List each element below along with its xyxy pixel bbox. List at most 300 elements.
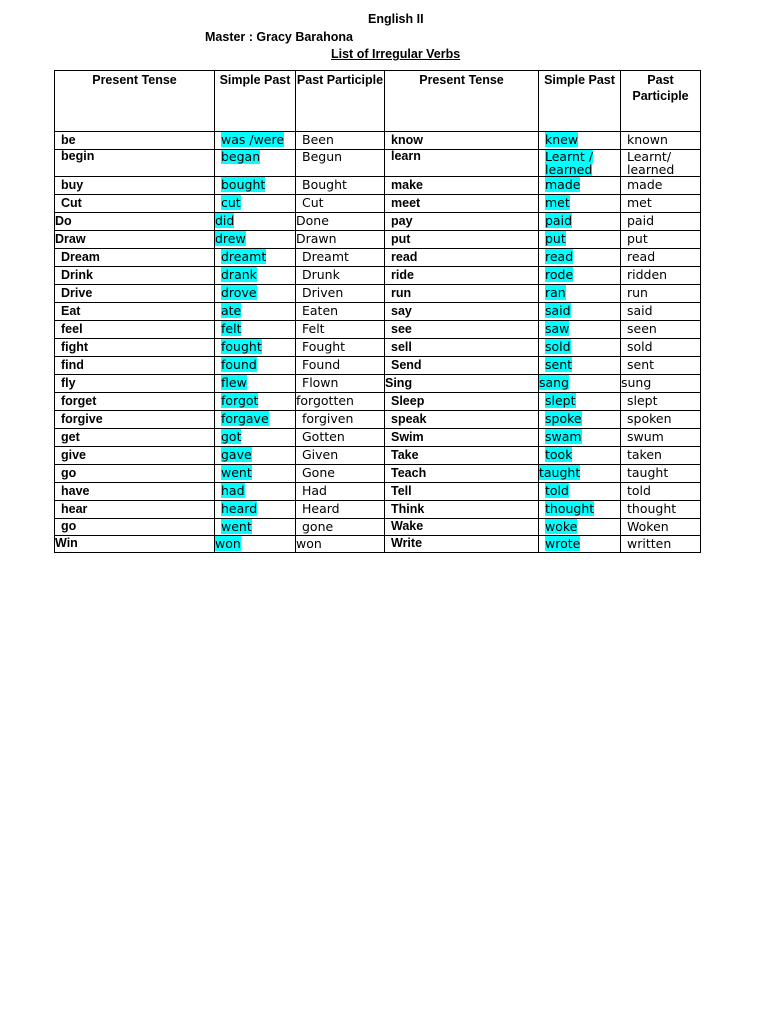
verb-text: Sleep (391, 394, 425, 408)
highlighted-verb: sang (539, 375, 570, 390)
simple-past-cell (539, 375, 621, 393)
simple-past-cell (215, 339, 296, 357)
present-tense-cell (385, 357, 539, 375)
highlighted-verb: flew (221, 375, 247, 390)
present-tense-cell (55, 483, 215, 501)
verb-text: Learnt/ learned (627, 149, 675, 177)
table-header-row (55, 71, 701, 132)
past-participle-cell (621, 411, 701, 429)
past-participle-cell (296, 519, 385, 536)
simple-past-cell (215, 536, 296, 553)
simple-past-cell (215, 267, 296, 285)
highlighted-verb: sold (545, 339, 571, 354)
verb-text: taken (627, 447, 662, 462)
verb-text: Win (55, 536, 78, 550)
present-tense-cell (385, 375, 539, 393)
past-participle-cell (621, 393, 701, 411)
verb-text: Tell (391, 484, 412, 498)
verb-text: made (627, 177, 663, 192)
simple-past-cell (215, 447, 296, 465)
verb-text: see (391, 322, 412, 336)
verb-text: run (391, 286, 412, 300)
table-row (55, 483, 701, 501)
simple-past-cell (215, 285, 296, 303)
present-tense-cell (385, 429, 539, 447)
present-tense-cell (55, 339, 215, 357)
present-tense-cell (385, 465, 539, 483)
verb-text: sent (627, 357, 655, 372)
present-tense-cell (55, 267, 215, 285)
table-row (55, 285, 701, 303)
table-row (55, 303, 701, 321)
verb-text: read (391, 250, 418, 264)
highlighted-verb: told (545, 483, 569, 498)
simple-past-cell (539, 249, 621, 267)
past-participle-cell (296, 465, 385, 483)
past-participle-cell (621, 177, 701, 195)
highlighted-verb: thought (545, 501, 595, 516)
present-tense-cell (385, 411, 539, 429)
verb-text: Been (302, 132, 334, 147)
past-participle-cell (296, 213, 385, 231)
simple-past-cell (215, 249, 296, 267)
present-tense-cell (55, 249, 215, 267)
past-participle-cell (621, 249, 701, 267)
column-header-present-tense: Present Tense (385, 71, 539, 132)
past-participle-cell (621, 375, 701, 393)
verb-text: won (296, 536, 322, 551)
past-participle-cell (621, 357, 701, 375)
verb-text: Gone (302, 465, 335, 480)
simple-past-cell (215, 393, 296, 411)
present-tense-cell (385, 177, 539, 195)
past-participle-cell (621, 536, 701, 553)
highlighted-verb: ran (545, 285, 566, 300)
verb-text: fly (61, 376, 76, 390)
verb-text: be (61, 133, 76, 147)
highlighted-verb: gave (221, 447, 252, 462)
highlighted-verb: drank (221, 267, 257, 282)
simple-past-cell (539, 177, 621, 195)
simple-past-cell (215, 231, 296, 249)
simple-past-cell (215, 375, 296, 393)
simple-past-cell (215, 519, 296, 536)
highlighted-verb: fought (221, 339, 262, 354)
column-header-present-tense: Present Tense (55, 71, 215, 132)
simple-past-cell (215, 501, 296, 519)
present-tense-cell (385, 267, 539, 285)
verb-text: Send (391, 358, 422, 372)
verb-text: swum (627, 429, 664, 444)
past-participle-cell (296, 132, 385, 150)
simple-past-cell (215, 321, 296, 339)
verb-text: ridden (627, 267, 668, 282)
verb-text: say (391, 304, 412, 318)
highlighted-verb: felt (221, 321, 242, 336)
verb-text: Heard (302, 501, 340, 516)
present-tense-cell (55, 231, 215, 249)
table-row (55, 195, 701, 213)
table-row (55, 447, 701, 465)
simple-past-cell (215, 429, 296, 447)
table-row (55, 519, 701, 536)
highlighted-verb: forgave (221, 411, 269, 426)
verb-text: sold (627, 339, 653, 354)
past-participle-cell (296, 303, 385, 321)
verb-text: Think (391, 502, 425, 516)
simple-past-cell (215, 177, 296, 195)
verb-text: Bought (302, 177, 347, 192)
past-participle-cell (621, 429, 701, 447)
simple-past-cell (539, 411, 621, 429)
simple-past-cell (539, 536, 621, 553)
simple-past-cell (539, 231, 621, 249)
list-title: List of Irregular Verbs (331, 47, 461, 61)
past-participle-cell (621, 501, 701, 519)
verb-text: paid (627, 213, 655, 228)
highlighted-verb: swam (545, 429, 582, 444)
present-tense-cell (385, 536, 539, 553)
highlighted-verb: made (545, 177, 581, 192)
highlighted-verb: spoke (545, 411, 582, 426)
present-tense-cell (55, 536, 215, 553)
highlighted-verb: heard (221, 501, 258, 516)
highlighted-verb: woke (545, 519, 578, 534)
table-row (55, 321, 701, 339)
highlighted-verb: went (221, 465, 252, 480)
table-row (55, 177, 701, 195)
present-tense-cell (55, 465, 215, 483)
simple-past-cell (539, 339, 621, 357)
simple-past-cell (539, 519, 621, 536)
simple-past-cell (539, 285, 621, 303)
verb-text: make (391, 178, 423, 192)
table-row (55, 231, 701, 249)
verb-text: Flown (302, 375, 339, 390)
verb-text: known (627, 132, 668, 147)
past-participle-cell (621, 150, 701, 177)
verb-text: Fought (302, 339, 346, 354)
highlighted-verb: Learnt / learned (545, 149, 594, 177)
present-tense-cell (55, 429, 215, 447)
verb-text: forgotten (296, 393, 354, 408)
column-header-past-participle: Past Participle (621, 71, 701, 132)
table-row (55, 357, 701, 375)
verb-text: read (627, 249, 656, 264)
present-tense-cell (55, 447, 215, 465)
past-participle-cell (621, 285, 701, 303)
past-participle-cell (296, 177, 385, 195)
past-participle-cell (621, 267, 701, 285)
irregular-verbs-table (54, 70, 701, 553)
past-participle-cell (621, 213, 701, 231)
simple-past-cell (215, 465, 296, 483)
table-row (55, 375, 701, 393)
highlighted-verb: had (221, 483, 245, 498)
table-row (55, 536, 701, 553)
past-participle-cell (296, 429, 385, 447)
highlighted-verb: slept (545, 393, 576, 408)
verb-text: Take (391, 448, 419, 462)
table-row (55, 465, 701, 483)
present-tense-cell (385, 447, 539, 465)
present-tense-cell (385, 519, 539, 536)
highlighted-verb: cut (221, 195, 241, 210)
verb-text: know (391, 133, 423, 147)
table-row (55, 249, 701, 267)
present-tense-cell (55, 177, 215, 195)
past-participle-cell (296, 393, 385, 411)
verb-text: meet (391, 196, 421, 210)
verb-text: Sing (385, 376, 413, 390)
present-tense-cell (385, 393, 539, 411)
verb-text: Woken (627, 519, 669, 534)
highlighted-verb: ate (221, 303, 242, 318)
present-tense-cell (55, 150, 215, 177)
present-tense-cell (55, 303, 215, 321)
verb-text: fight (61, 340, 89, 354)
verb-text: pay (391, 214, 413, 228)
verb-text: Cut (61, 196, 82, 210)
present-tense-cell (385, 285, 539, 303)
verb-text: told (627, 483, 651, 498)
present-tense-cell (55, 195, 215, 213)
simple-past-cell (539, 393, 621, 411)
verb-text: Done (296, 213, 329, 228)
simple-past-cell (215, 213, 296, 231)
verb-text: buy (61, 178, 84, 192)
present-tense-cell (55, 132, 215, 150)
verb-text: Dreamt (302, 249, 349, 264)
present-tense-cell (385, 483, 539, 501)
verb-text: hear (61, 502, 88, 516)
present-tense-cell (55, 411, 215, 429)
master-name: Master : Gracy Barahona (205, 30, 353, 44)
highlighted-verb: put (545, 231, 566, 246)
past-participle-cell (296, 447, 385, 465)
past-participle-cell (296, 411, 385, 429)
past-participle-cell (296, 483, 385, 501)
verb-text: Teach (391, 466, 427, 480)
table-row (55, 411, 701, 429)
table-row (55, 267, 701, 285)
present-tense-cell (385, 303, 539, 321)
simple-past-cell (215, 303, 296, 321)
simple-past-cell (539, 501, 621, 519)
table-row (55, 339, 701, 357)
past-participle-cell (621, 321, 701, 339)
highlighted-verb: rode (545, 267, 574, 282)
table-row (55, 501, 701, 519)
highlighted-verb: said (545, 303, 571, 318)
highlighted-verb: got (221, 429, 242, 444)
simple-past-cell (539, 321, 621, 339)
table-row (55, 132, 701, 150)
present-tense-cell (55, 501, 215, 519)
verb-text: have (61, 484, 90, 498)
past-participle-cell (621, 195, 701, 213)
verb-text: Draw (55, 232, 86, 246)
verb-text: Given (302, 447, 339, 462)
simple-past-cell (539, 447, 621, 465)
simple-past-cell (215, 483, 296, 501)
past-participle-cell (296, 501, 385, 519)
verb-text: find (61, 358, 84, 372)
simple-past-cell (539, 465, 621, 483)
verb-text: feel (61, 322, 83, 336)
verb-text: run (627, 285, 648, 300)
present-tense-cell (55, 357, 215, 375)
simple-past-cell (215, 411, 296, 429)
simple-past-cell (539, 303, 621, 321)
verb-text: slept (627, 393, 658, 408)
verb-text: written (627, 536, 672, 551)
verb-text: Wake (391, 519, 424, 533)
past-participle-cell (296, 249, 385, 267)
verb-text: sung (621, 375, 652, 390)
simple-past-cell (539, 150, 621, 177)
past-participle-cell (296, 339, 385, 357)
simple-past-cell (215, 150, 296, 177)
past-participle-cell (296, 231, 385, 249)
past-participle-cell (621, 465, 701, 483)
highlighted-verb: took (545, 447, 573, 462)
verb-text: Driven (302, 285, 344, 300)
column-header-simple-past: Simple Past (539, 71, 621, 132)
highlighted-verb: forgot (221, 393, 259, 408)
simple-past-cell (539, 483, 621, 501)
verb-text: met (627, 195, 652, 210)
verb-text: taught (627, 465, 669, 480)
past-participle-cell (296, 150, 385, 177)
present-tense-cell (55, 213, 215, 231)
past-participle-cell (296, 357, 385, 375)
past-participle-cell (621, 519, 701, 536)
past-participle-cell (296, 375, 385, 393)
column-header-simple-past: Simple Past (215, 71, 296, 132)
verb-text: Had (302, 483, 327, 498)
past-participle-cell (621, 303, 701, 321)
simple-past-cell (215, 195, 296, 213)
highlighted-verb: knew (545, 132, 579, 147)
verb-text: give (61, 448, 87, 462)
past-participle-cell (621, 483, 701, 501)
verb-text: begin (61, 149, 95, 163)
highlighted-verb: found (221, 357, 257, 372)
present-tense-cell (385, 150, 539, 177)
present-tense-cell (55, 519, 215, 536)
simple-past-cell (539, 195, 621, 213)
highlighted-verb: saw (545, 321, 570, 336)
verb-text: Drink (61, 268, 93, 282)
verb-text: thought (627, 501, 677, 516)
simple-past-cell (539, 357, 621, 375)
verb-text: gone (302, 519, 334, 534)
present-tense-cell (55, 375, 215, 393)
verb-text: Begun (302, 149, 343, 164)
verb-text: forget (61, 394, 97, 408)
highlighted-verb: wrote (545, 536, 581, 551)
verb-text: forgive (61, 412, 103, 426)
verb-text: sell (391, 340, 412, 354)
present-tense-cell (55, 285, 215, 303)
simple-past-cell (539, 267, 621, 285)
verb-text: seen (627, 321, 657, 336)
verb-text: Eaten (302, 303, 339, 318)
verb-text: Drunk (302, 267, 340, 282)
verb-text: Felt (302, 321, 325, 336)
table-row (55, 393, 701, 411)
highlighted-verb: read (545, 249, 574, 264)
verb-text: Drive (61, 286, 93, 300)
past-participle-cell (621, 231, 701, 249)
column-header-past-participle: Past Participle (296, 71, 385, 132)
verb-text: Eat (61, 304, 81, 318)
highlighted-verb: sent (545, 357, 573, 372)
verb-text: ride (391, 268, 414, 282)
verb-text: Do (55, 214, 72, 228)
highlighted-verb: was /were (221, 132, 285, 147)
table-row (55, 150, 701, 177)
verb-text: go (61, 519, 77, 533)
highlighted-verb: won (215, 536, 241, 551)
highlighted-verb: drove (221, 285, 257, 300)
verb-text: Gotten (302, 429, 345, 444)
present-tense-cell (55, 321, 215, 339)
verb-text: said (627, 303, 653, 318)
past-participle-cell (296, 195, 385, 213)
highlighted-verb: taught (539, 465, 581, 480)
verb-text: Write (391, 536, 423, 550)
present-tense-cell (385, 213, 539, 231)
highlighted-verb: paid (545, 213, 573, 228)
present-tense-cell (385, 321, 539, 339)
table-row (55, 213, 701, 231)
present-tense-cell (385, 132, 539, 150)
present-tense-cell (55, 393, 215, 411)
present-tense-cell (385, 249, 539, 267)
table-body (55, 132, 701, 553)
past-participle-cell (296, 321, 385, 339)
table-row (55, 429, 701, 447)
past-participle-cell (296, 536, 385, 553)
simple-past-cell (539, 429, 621, 447)
highlighted-verb: did (215, 213, 235, 228)
simple-past-cell (215, 357, 296, 375)
verb-text: Dream (61, 250, 100, 264)
highlighted-verb: began (221, 149, 261, 164)
present-tense-cell (385, 339, 539, 357)
past-participle-cell (621, 339, 701, 357)
highlighted-verb: dreamt (221, 249, 267, 264)
simple-past-cell (539, 213, 621, 231)
present-tense-cell (385, 501, 539, 519)
verb-text: learn (391, 149, 421, 163)
verb-text: forgiven (302, 411, 354, 426)
present-tense-cell (385, 231, 539, 249)
highlighted-verb: went (221, 519, 252, 534)
past-participle-cell (296, 285, 385, 303)
past-participle-cell (621, 447, 701, 465)
verb-text: Found (302, 357, 341, 372)
verb-text: Cut (302, 195, 324, 210)
verb-text: Drawn (296, 231, 337, 246)
verb-text: spoken (627, 411, 672, 426)
highlighted-verb: bought (221, 177, 266, 192)
simple-past-cell (539, 132, 621, 150)
verb-text: Swim (391, 430, 424, 444)
highlighted-verb: met (545, 195, 570, 210)
